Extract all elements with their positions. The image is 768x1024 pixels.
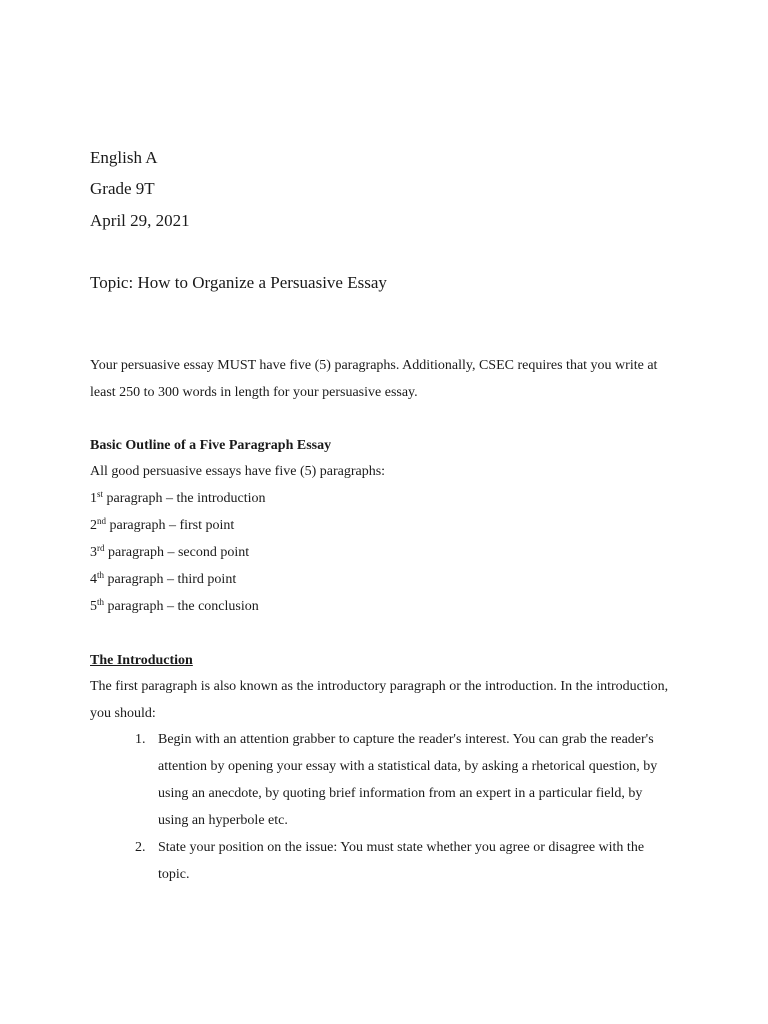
- list-item: [90, 834, 675, 888]
- outline-item-suffix: th: [97, 570, 105, 580]
- outline-item-text: paragraph – third point: [104, 572, 237, 587]
- outline-item: [90, 570, 236, 590]
- outline-item-text: paragraph – the conclusion: [104, 599, 259, 614]
- outline-item-number: 1: [90, 491, 97, 506]
- list-item-number: 2.: [135, 840, 146, 855]
- outline-item-suffix: rd: [97, 543, 105, 553]
- introduction-heading: The Introduction: [90, 653, 193, 668]
- outline-item-text: paragraph – first point: [106, 518, 235, 533]
- subject-line: English A: [90, 148, 158, 167]
- introduction-list: [90, 726, 675, 888]
- list-item: [90, 726, 675, 834]
- outline-item-number: 3: [90, 545, 97, 560]
- outline-item-text: paragraph – second point: [104, 545, 250, 560]
- grade-line: Grade 9T: [90, 179, 155, 198]
- outline-item-number: 2: [90, 518, 97, 533]
- topic-title: Topic: How to Organize a Persuasive Essay: [90, 273, 387, 292]
- outline-item-suffix: st: [97, 489, 104, 499]
- date-line: April 29, 2021: [90, 211, 190, 230]
- list-item-text: State your position on the issue: You must state whether you agree or disagree with the topic.: [158, 840, 645, 882]
- outline-heading: Basic Outline of a Five Paragraph Essay: [90, 438, 332, 453]
- outline-item-suffix: nd: [97, 516, 106, 526]
- introduction-lead: The first paragraph is also known as the introductory paragraph or the introduction. In the introduction, you should:: [90, 679, 669, 721]
- outline-item-text: paragraph – the introduction: [103, 491, 266, 506]
- outline-item-suffix: th: [97, 597, 105, 607]
- list-item-number: 1.: [135, 732, 146, 747]
- outline-item: [90, 597, 259, 617]
- outline-item: [90, 516, 234, 536]
- outline-lead: All good persuasive essays have five (5) paragraphs:: [90, 464, 386, 479]
- outline-item-number: 4: [90, 572, 97, 587]
- outline-item-number: 5: [90, 599, 97, 614]
- list-item-text: Begin with an attention grabber to capture the reader's interest. You can grab the reader's attention by opening your essay with a statistical data, by asking a rhetorical question, by using an anecdote, by quoting brief information from an expert in a particular field, by using an hyperbole etc.: [158, 732, 658, 828]
- outline-item: [90, 543, 249, 563]
- intro-paragraph: Your persuasive essay MUST have five (5) paragraphs. Additionally, CSEC requires that you write at least 250 to 300 words in length for your persuasive essay.: [90, 358, 658, 400]
- outline-item: [90, 489, 266, 509]
